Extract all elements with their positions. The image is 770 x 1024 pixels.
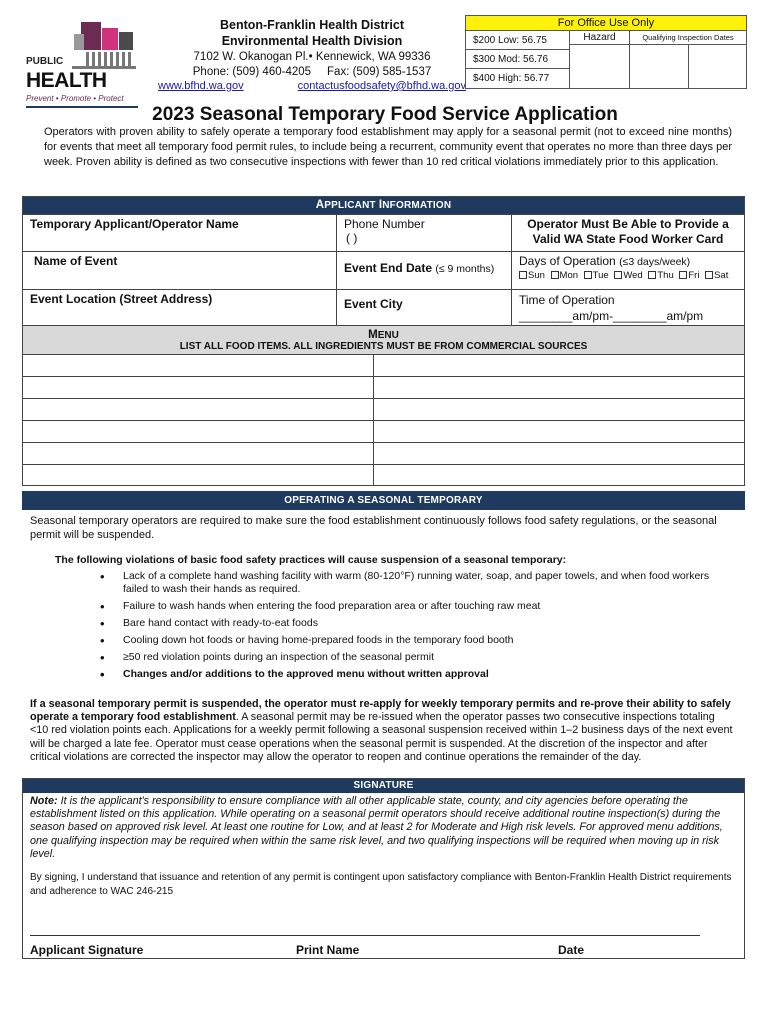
applicant-signature-label: Applicant Signature bbox=[30, 943, 144, 957]
menu-row[interactable] bbox=[23, 376, 744, 398]
event-name-label: Name of Event bbox=[34, 254, 118, 268]
days-label: Days of Operation bbox=[519, 254, 616, 268]
day-wed-checkbox[interactable]: Wed bbox=[614, 270, 642, 281]
phone-label: Phone Number bbox=[344, 217, 425, 231]
signature-bar: SIGNATURE bbox=[23, 779, 744, 793]
fee-mod: $300 Mod: 56.76 bbox=[466, 50, 569, 69]
phone-field[interactable] bbox=[337, 215, 512, 251]
hazard-column bbox=[570, 31, 630, 88]
time-label: Time of Operation bbox=[519, 293, 615, 307]
list-item: • Failure to wash hands when entering the food preparation area or after touching raw meat bbox=[100, 600, 720, 613]
email-link[interactable]: contactusfoodsafety@bfhd.wa.gov bbox=[297, 80, 466, 92]
event-city-field[interactable] bbox=[337, 290, 512, 325]
signature-statement: By signing, I understand that issuance and retention of any permit is contingent upon satisfactory compliance with Benton-Franklin Health District requirements and adherence to WAC 246-215 bbox=[30, 872, 732, 898]
org-name: Benton-Franklin Health District bbox=[219, 18, 405, 32]
agency-header bbox=[152, 17, 472, 93]
menu-header: MENU LIST ALL FOOD ITEMS. ALL INGREDIENTS MUST BE FROM COMMERCIAL SOURCES bbox=[23, 325, 744, 354]
list-item: • Changes and/or additions to the approved menu without written approval bbox=[100, 668, 720, 681]
logo-word-public: PUBLIC bbox=[26, 56, 64, 67]
hazard-label: Hazard bbox=[570, 31, 629, 45]
list-item: • Lack of a complete hand washing facility with warm (80-120°F) running water, soap, and paper towels, and when food workers failed to wash their hands as required. bbox=[100, 570, 720, 596]
fee-high: $400 High: 56.77 bbox=[473, 73, 550, 84]
day-fri-checkbox[interactable]: Fri bbox=[679, 270, 699, 281]
days-note: (≤3 days/week) bbox=[619, 256, 691, 268]
logo-word-health: HEALTH bbox=[26, 69, 107, 92]
contact-links bbox=[152, 79, 472, 93]
address: 7102 W. Okanogan Pl.• Kennewick, WA 99336 bbox=[193, 51, 431, 63]
page-title: 2023 Seasonal Temporary Food Service Application bbox=[152, 104, 618, 125]
menu-row[interactable] bbox=[23, 420, 744, 442]
day-tue-checkbox[interactable]: Tue bbox=[584, 270, 609, 281]
menu-subtitle: LIST ALL FOOD ITEMS. ALL INGREDIENTS MUST BE FROM COMMERCIAL SOURCES bbox=[179, 341, 588, 352]
health-district-logo bbox=[26, 22, 138, 108]
menu-row[interactable] bbox=[23, 398, 744, 420]
applicant-info-bar: APPLICANT INFORMATION bbox=[23, 197, 744, 214]
logo-tagline: Prevent • Promote • Protect bbox=[26, 94, 124, 103]
end-date-field[interactable] bbox=[337, 252, 512, 289]
list-item: • ≥50 red violation points during an inspection of the seasonal permit bbox=[100, 651, 720, 664]
office-use-box bbox=[465, 15, 747, 89]
violations-list bbox=[100, 570, 720, 685]
day-mon-checkbox[interactable]: Mon bbox=[551, 270, 578, 281]
signature-section bbox=[22, 778, 745, 959]
date-label: Date bbox=[558, 943, 585, 957]
operating-paragraph: Seasonal temporary operators are required to make sure the food establishment continuously follows food safety regulations, or the seasonal permit will be suspended. bbox=[30, 515, 717, 541]
division-name: Environmental Health Division bbox=[221, 34, 403, 48]
intro-paragraph: Operators with proven ability to safely operate a temporary food establishment may apply for a seasonal permit (not to exceed nine months) for events that meet all temporary food permit rules, to include being a recurrent, community event that operates no more than three days per week. Proven ability is defined as two consecutive inspections with fewer than 10 red critical violations immediately prior to this application. bbox=[44, 126, 732, 168]
menu-row[interactable] bbox=[23, 464, 744, 485]
days-of-operation bbox=[512, 252, 744, 289]
fax: Fax: (509) 585-1537 bbox=[327, 66, 432, 78]
operator-name-label: Temporary Applicant/Operator Name bbox=[30, 217, 239, 231]
office-use-title: For Office Use Only bbox=[466, 16, 746, 31]
worker-card-note: Operator Must Be Able to Provide a Valid WA State Food Worker Card bbox=[527, 217, 729, 246]
print-name-label: Print Name bbox=[296, 943, 360, 957]
violations-intro: The following violations of basic food safety practices will cause suspension of a seasonal temporary: bbox=[55, 554, 567, 566]
signature-note: Note: It is the applicant's responsibility to ensure compliance with all other applicable state, county, and city agencies before operating the establishment listed on this application. While operating on a seasonal permit operators should receive additional routine inspection(s) during the season based on approved risk level. At least one routine for Low, and at least 2 for Moderate and High risk levels. For approved menu additions, one qualifying inspection may be required when within the same risk level, and two qualifying inspections will be required when moving up in risk level. bbox=[30, 795, 723, 860]
fee-list bbox=[466, 31, 570, 88]
event-location-field[interactable] bbox=[23, 290, 337, 325]
menu-row[interactable] bbox=[23, 354, 744, 376]
list-item: • Bare hand contact with ready-to-eat foods bbox=[100, 617, 720, 630]
time-line: ________am/pm-________am/pm bbox=[519, 309, 704, 323]
operator-name-field[interactable] bbox=[23, 215, 337, 251]
website-link[interactable]: www.bfhd.wa.gov bbox=[158, 80, 244, 92]
phone: Phone: (509) 460-4205 bbox=[192, 66, 312, 78]
end-date-label: Event End Date bbox=[344, 261, 433, 275]
operating-bar: OPERATING A SEASONAL TEMPORARY bbox=[22, 491, 745, 510]
menu-row[interactable] bbox=[23, 442, 744, 464]
contact-numbers bbox=[152, 65, 472, 79]
time-of-operation[interactable] bbox=[512, 290, 744, 325]
applicant-info-table bbox=[22, 196, 745, 486]
event-location-label: Event Location (Street Address) bbox=[30, 292, 213, 306]
fee-low: $200 Low: 56.75 bbox=[466, 31, 569, 50]
end-date-note: (≤ 9 months) bbox=[435, 263, 495, 275]
phone-paren: ( ) bbox=[346, 231, 358, 245]
event-city-label: Event City bbox=[344, 297, 403, 311]
day-sun-checkbox[interactable]: Sun bbox=[519, 270, 545, 281]
event-name-field[interactable] bbox=[23, 252, 337, 289]
suspension-paragraph: If a seasonal temporary permit is suspended, the operator must re-apply for weekly temporary permits and re-prove their ability to safely operate a temporary food establishment. A seasonal permit may be re-issued when the operator passes two consecutive inspections totaling <10 red violation points each. Applications for a weekly permit following a seasonal suspension received within 1–2 business days of the next event will be charged a late fee. Operator must cease operations when the seasonal permit is suspended. At the discretion of the inspector and after critical violations are corrected the inspector may allow the operator to reopen and continue operations the remainder of the day. bbox=[30, 698, 733, 763]
list-item: • Cooling down hot foods or having home-prepared foods in the temporary food booth bbox=[100, 634, 720, 647]
day-thu-checkbox[interactable]: Thu bbox=[648, 270, 673, 281]
day-sat-checkbox[interactable]: Sat bbox=[705, 270, 728, 281]
qualifying-dates-column bbox=[630, 31, 746, 88]
signature-line[interactable] bbox=[30, 935, 700, 936]
qualifying-dates-label: Qualifying Inspection Dates bbox=[630, 31, 746, 45]
